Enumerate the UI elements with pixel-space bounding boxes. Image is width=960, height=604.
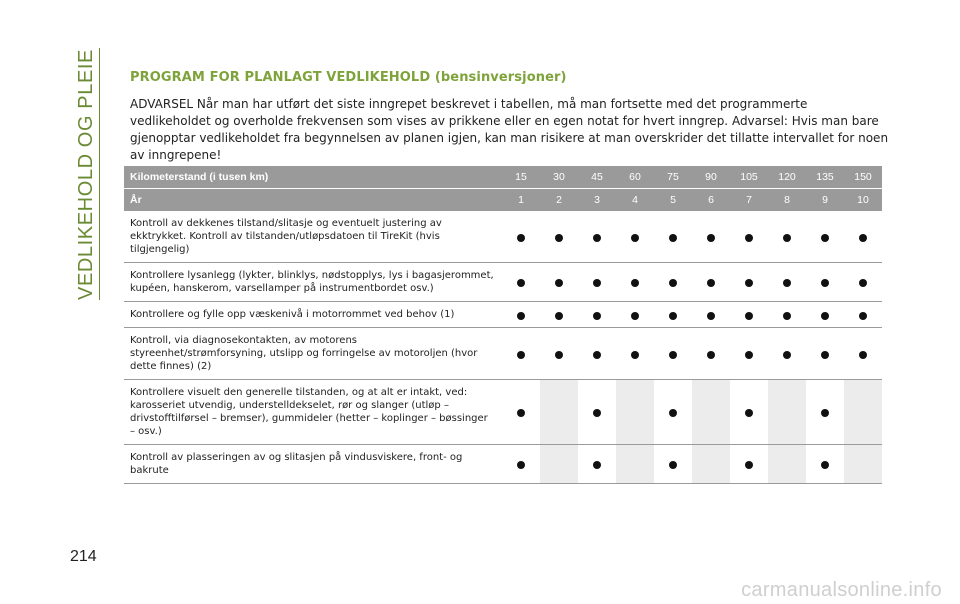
- schedule-cell: [806, 302, 844, 328]
- schedule-cell: [844, 380, 882, 445]
- schedule-cell: [768, 380, 806, 445]
- schedule-cell: [730, 263, 768, 302]
- schedule-cell: [502, 302, 540, 328]
- km-header-value: 75: [654, 166, 692, 189]
- schedule-cell: [844, 445, 882, 484]
- table-row: [124, 211, 882, 263]
- km-header-label: Kilometerstand (i tusen km): [124, 166, 502, 189]
- schedule-cell: [502, 380, 540, 445]
- watermark-text: carmanualsonline.info: [741, 579, 942, 601]
- km-header-value: 120: [768, 166, 806, 189]
- dot-icon: [859, 312, 867, 320]
- year-header-label: År: [124, 189, 502, 212]
- dot-icon: [859, 279, 867, 287]
- dot-icon: [593, 312, 601, 320]
- km-header-value: 135: [806, 166, 844, 189]
- km-header-value: 45: [578, 166, 616, 189]
- table-row: [124, 445, 882, 484]
- schedule-cell: [806, 211, 844, 263]
- schedule-cell: [540, 302, 578, 328]
- year-header-value: 1: [502, 189, 540, 212]
- km-header-value: 105: [730, 166, 768, 189]
- dot-icon: [745, 351, 753, 359]
- year-header-row: [124, 189, 882, 212]
- table-row: [124, 302, 882, 328]
- row-description: Kontrollere visuelt den generelle tilstanden, og at alt er intakt, ved: karosseriet utvendig, understelldekselet, rør og slanger (utløp – drivstofftilførsel – bremser), gummideler (hetter – koplinger – bøssinger – osv.): [124, 380, 502, 445]
- schedule-cell: [616, 302, 654, 328]
- schedule-cell: [616, 445, 654, 484]
- schedule-cell: [692, 263, 730, 302]
- dot-icon: [593, 279, 601, 287]
- dot-icon: [821, 279, 829, 287]
- dot-icon: [859, 234, 867, 242]
- dot-icon: [669, 312, 677, 320]
- schedule-cell: [806, 380, 844, 445]
- dot-icon: [669, 351, 677, 359]
- dot-icon: [821, 409, 829, 417]
- dot-icon: [517, 279, 525, 287]
- km-header-value: 90: [692, 166, 730, 189]
- schedule-cell: [730, 211, 768, 263]
- schedule-cell: [730, 328, 768, 380]
- year-header-value: 10: [844, 189, 882, 212]
- table-row: [124, 263, 882, 302]
- dot-icon: [707, 279, 715, 287]
- section-heading: PROGRAM FOR PLANLAGT VEDLIKEHOLD (bensinversjoner): [130, 70, 567, 85]
- schedule-cell: [844, 328, 882, 380]
- schedule-cell: [578, 302, 616, 328]
- km-header-value: 60: [616, 166, 654, 189]
- dot-icon: [707, 234, 715, 242]
- row-description: Kontroll av plasseringen av og slitasjen på vindusviskere, front- og bakrute: [124, 445, 502, 484]
- year-header-value: 9: [806, 189, 844, 212]
- schedule-cell: [844, 211, 882, 263]
- dot-icon: [593, 351, 601, 359]
- schedule-cell: [502, 328, 540, 380]
- dot-icon: [517, 461, 525, 469]
- schedule-cell: [654, 211, 692, 263]
- schedule-cell: [540, 211, 578, 263]
- schedule-cell: [540, 445, 578, 484]
- schedule-cell: [578, 328, 616, 380]
- dot-icon: [593, 234, 601, 242]
- row-description: Kontrollere lysanlegg (lykter, blinklys, nødstopplys, lys i bagasjerommet, kupéen, hanskerom, varsellamper på instrumentbordet osv.): [124, 263, 502, 302]
- schedule-cell: [616, 211, 654, 263]
- dot-icon: [821, 461, 829, 469]
- schedule-cell: [692, 445, 730, 484]
- year-header-value: 6: [692, 189, 730, 212]
- table-row: [124, 328, 882, 380]
- dot-icon: [745, 461, 753, 469]
- schedule-cell: [540, 328, 578, 380]
- dot-icon: [707, 312, 715, 320]
- dot-icon: [669, 234, 677, 242]
- dot-icon: [593, 461, 601, 469]
- schedule-cell: [730, 380, 768, 445]
- dot-icon: [783, 234, 791, 242]
- schedule-cell: [768, 263, 806, 302]
- schedule-cell: [768, 445, 806, 484]
- dot-icon: [555, 279, 563, 287]
- km-header-value: 150: [844, 166, 882, 189]
- dot-icon: [517, 312, 525, 320]
- dot-icon: [745, 279, 753, 287]
- schedule-cell: [654, 302, 692, 328]
- dot-icon: [631, 351, 639, 359]
- dot-icon: [745, 234, 753, 242]
- dot-icon: [555, 312, 563, 320]
- dot-icon: [707, 351, 715, 359]
- intro-warning-text: ADVARSEL Når man har utført det siste inngrepet beskrevet i tabellen, må man fortsette med det programmerte vedlikeholdet og overholde frekvensen som vises av prikkene eller en egen notat for hvert inngrep. Advarsel: Hvis man bare gjenopptar vedlikeholdet fra begynnelsen av planen igjen, kan man risikere at man overskrider det tillatte intervallet for noen av inngrepene!: [130, 97, 889, 162]
- dot-icon: [669, 461, 677, 469]
- schedule-cell: [692, 211, 730, 263]
- schedule-cell: [502, 211, 540, 263]
- km-header-row: [124, 166, 882, 189]
- schedule-cell: [616, 263, 654, 302]
- dot-icon: [745, 312, 753, 320]
- row-description: Kontroll, via diagnosekontakten, av motorens styreenhet/strømforsyning, utslipp og forringelse av motoroljen (hvor dette finnes) (2): [124, 328, 502, 380]
- dot-icon: [669, 279, 677, 287]
- schedule-cell: [578, 380, 616, 445]
- schedule-cell: [844, 302, 882, 328]
- page-number: 214: [70, 548, 97, 565]
- row-description: Kontroll av dekkenes tilstand/slitasje og eventuelt justering av ekktrykket. Kontroll av tilstanden/utløpsdatoen til TireKit (hvis tilgjengelig): [124, 211, 502, 263]
- schedule-cell: [654, 263, 692, 302]
- table-row: [124, 380, 882, 445]
- schedule-cell: [578, 445, 616, 484]
- schedule-cell: [654, 380, 692, 445]
- dot-icon: [783, 279, 791, 287]
- dot-icon: [631, 312, 639, 320]
- dot-icon: [631, 279, 639, 287]
- dot-icon: [821, 351, 829, 359]
- dot-icon: [555, 351, 563, 359]
- dot-icon: [859, 351, 867, 359]
- schedule-cell: [540, 380, 578, 445]
- schedule-cell: [768, 211, 806, 263]
- dot-icon: [669, 409, 677, 417]
- side-section-title: VEDLIKEHOLD OG PLEIE: [75, 49, 97, 300]
- schedule-cell: [844, 263, 882, 302]
- side-title-rule: [99, 48, 100, 300]
- schedule-cell: [502, 445, 540, 484]
- year-header-value: 8: [768, 189, 806, 212]
- dot-icon: [517, 351, 525, 359]
- year-header-value: 2: [540, 189, 578, 212]
- schedule-cell: [768, 302, 806, 328]
- dot-icon: [821, 312, 829, 320]
- schedule-cell: [692, 380, 730, 445]
- schedule-cell: [654, 445, 692, 484]
- schedule-cell: [540, 263, 578, 302]
- dot-icon: [555, 234, 563, 242]
- schedule-cell: [806, 263, 844, 302]
- dot-icon: [593, 409, 601, 417]
- schedule-body: [124, 211, 882, 484]
- km-header-value: 15: [502, 166, 540, 189]
- schedule-cell: [806, 328, 844, 380]
- schedule-cell: [730, 445, 768, 484]
- schedule-cell: [730, 302, 768, 328]
- dot-icon: [517, 234, 525, 242]
- dot-icon: [783, 351, 791, 359]
- schedule-cell: [654, 328, 692, 380]
- schedule-cell: [616, 380, 654, 445]
- km-header-value: 30: [540, 166, 578, 189]
- schedule-cell: [806, 445, 844, 484]
- year-header-value: 5: [654, 189, 692, 212]
- dot-icon: [631, 234, 639, 242]
- schedule-cell: [692, 302, 730, 328]
- year-header-value: 3: [578, 189, 616, 212]
- dot-icon: [821, 234, 829, 242]
- row-description: Kontrollere og fylle opp væskenivå i motorrommet ved behov (1): [124, 302, 502, 328]
- year-header-value: 4: [616, 189, 654, 212]
- schedule-cell: [502, 263, 540, 302]
- dot-icon: [783, 312, 791, 320]
- schedule-cell: [768, 328, 806, 380]
- schedule-cell: [616, 328, 654, 380]
- maintenance-schedule-table: [124, 166, 882, 484]
- schedule-cell: [578, 263, 616, 302]
- schedule-cell: [692, 328, 730, 380]
- dot-icon: [745, 409, 753, 417]
- dot-icon: [517, 409, 525, 417]
- year-header-value: 7: [730, 189, 768, 212]
- schedule-cell: [578, 211, 616, 263]
